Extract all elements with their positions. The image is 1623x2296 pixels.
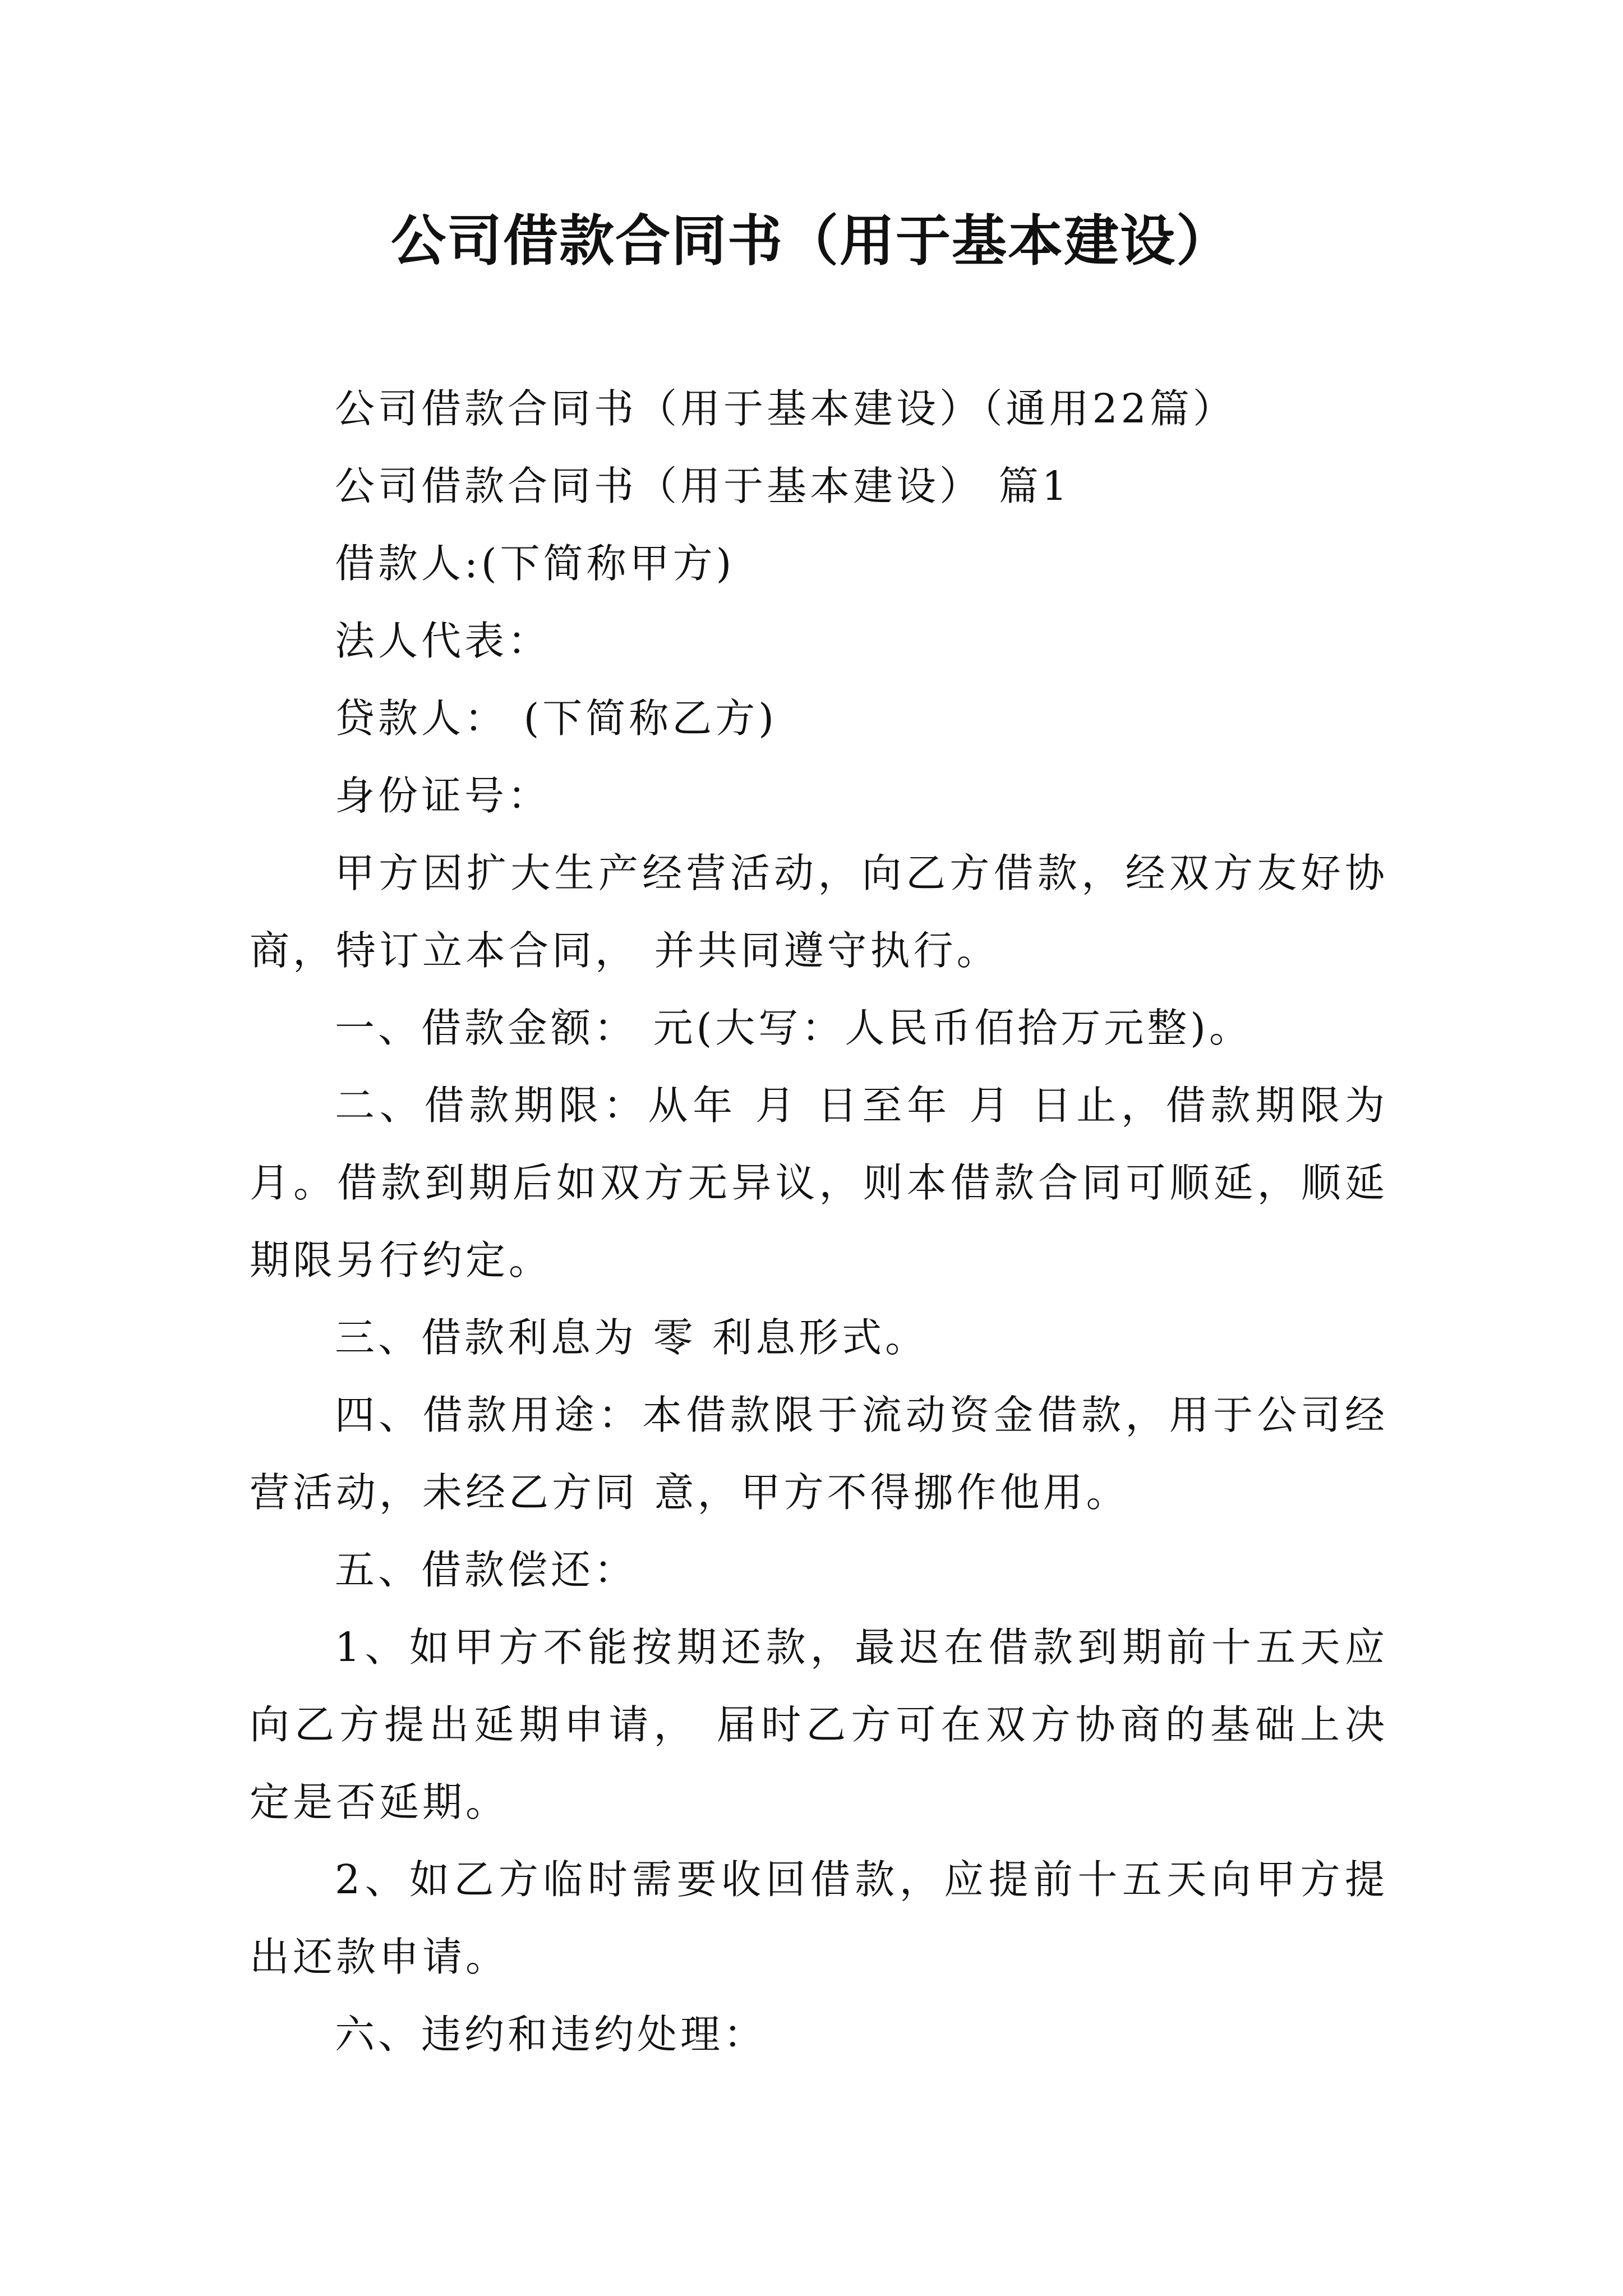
document-body [250,370,1388,2073]
paragraph-clause-term: 二、借款期限：从年 月 日至年 月 日止，借款期限为月。借款到期后如双方无异议，则本借款合同可顺延，顺延期限另行约定。 [250,1082,1388,1283]
paragraph-clause-repayment: 五、借款偿还： [335,1547,638,1593]
paragraph-clause-amount: 一、借款金额： 元(大写：人民币佰拾万元整)。 [335,1005,1252,1051]
paragraph-id-number: 身份证号： [335,772,551,819]
paragraph-preamble: 甲方因扩大生产经营活动，向乙方借款，经双方友好协商，特订立本合同， 并共同遵守执行。 [250,850,1388,974]
paragraph-clause-interest: 三、借款利息为 零 利息形式。 [335,1314,929,1361]
document-title: 公司借款合同书（用于基本建设） [390,209,1232,273]
paragraph-borrower: 借款人:(下简称甲方) [335,540,735,587]
paragraph-legal-representative: 法人代表： [335,618,551,664]
paragraph-lender: 贷款人： (下简称乙方) [335,695,777,742]
paragraph-clause-purpose: 四、借款用途：本借款限于流动资金借款，用于公司经营活动，未经乙方同 意，甲方不得挪作他用。 [250,1392,1388,1516]
paragraph-clause-breach: 六、违约和违约处理： [335,2011,767,2058]
paragraph-section-heading: 公司借款合同书（用于基本建设） 篇1 [335,463,1071,509]
paragraph-repayment-item-1: 1、如甲方不能按期还款，最迟在借款到期前十五天应向乙方提出延期申请， 届时乙方可在双方协商的基础上决定是否延期。 [250,1624,1388,1825]
paragraph-repayment-item-2: 2、如乙方临时需要收回借款，应提前十五天向甲方提出还款申请。 [250,1856,1388,1980]
paragraph-subtitle: 公司借款合同书（用于基本建设）（通用22篇） [335,385,1236,432]
